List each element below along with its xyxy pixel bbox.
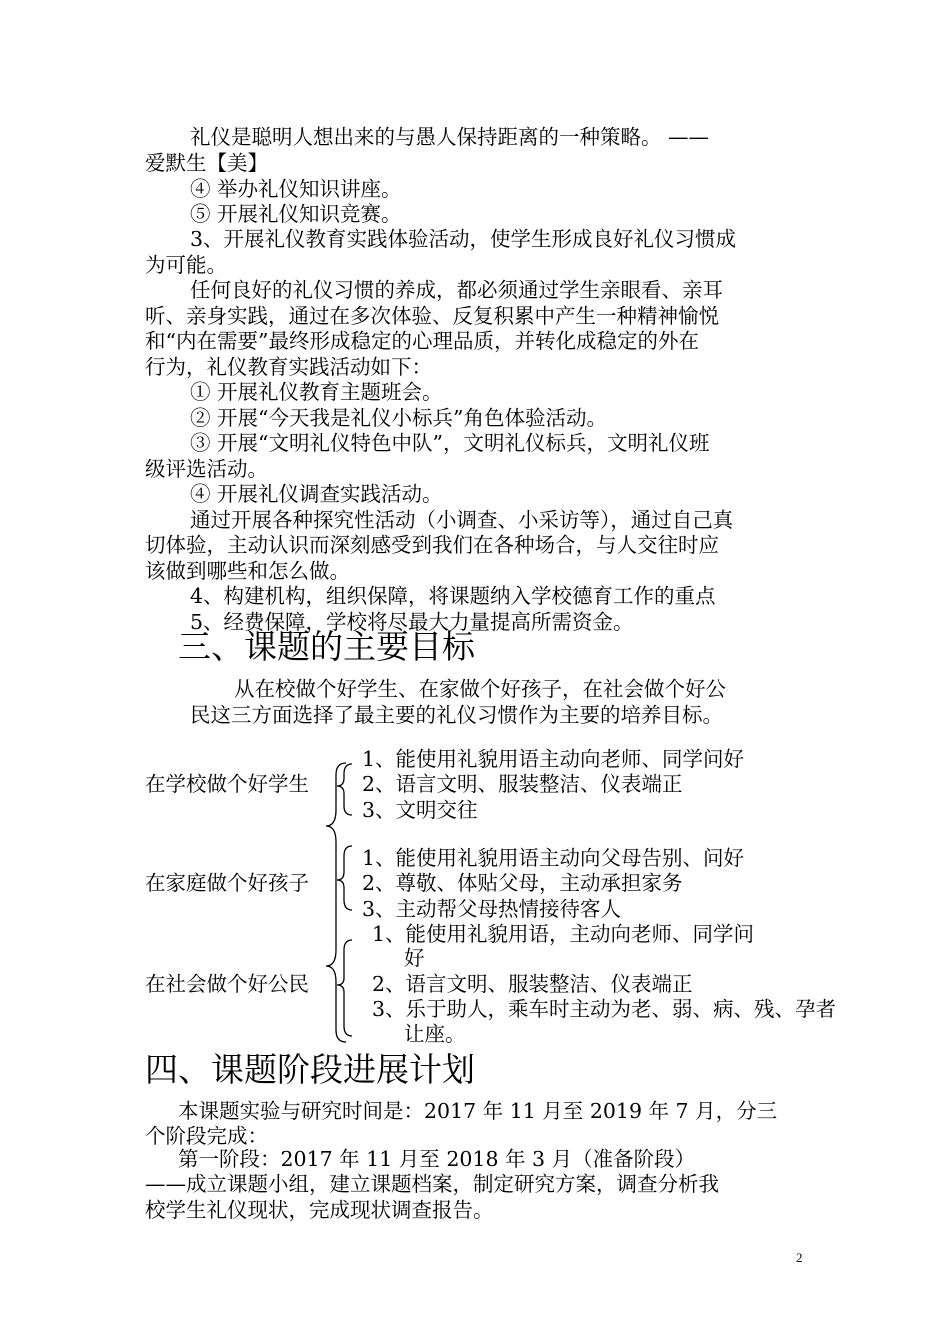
text-line: 级评选活动。 xyxy=(145,457,268,481)
text-line: ④ 开展礼仪调查实践活动。 xyxy=(190,482,443,506)
intro-line: 从在校做个好学生、在家做个好孩子，在社会做个好公 xyxy=(234,677,726,701)
text-line: 4、构建机构，组织保障，将课题纳入学校德育工作的重点 xyxy=(190,584,716,608)
text-line: ④ 举办礼仪知识讲座。 xyxy=(190,177,402,201)
text-line: 第一阶段：2017 年 11 月至 2018 年 3 月（准备阶段） xyxy=(178,1147,696,1171)
text-line: 任何良好的礼仪习惯的养成，都必须通过学生亲眼看、亲耳 xyxy=(190,278,723,302)
text-line: 本课题实验与研究时间是：2017 年 11 月至 2019 年 7 月，分三 xyxy=(178,1099,778,1123)
brace-school xyxy=(337,764,352,815)
text-line: 行为，礼仪教育实践活动如下： xyxy=(145,355,432,379)
goal-item: 2、尊敬、体贴父母，主动承担家务 xyxy=(362,871,683,895)
text-line: ⑤ 开展礼仪知识竞赛。 xyxy=(190,202,402,226)
brace-home xyxy=(337,846,352,910)
goal-item: 1、能使用礼貌用语，主动向老师、同学问 xyxy=(372,922,755,946)
goal-item: 3、主动帮父母热情接待客人 xyxy=(362,897,622,921)
text-line: 和“内在需要”最终形成稳定的心理品质，并转化成稳定的外在 xyxy=(145,329,699,353)
goal-item: 3、文明交往 xyxy=(362,798,478,822)
text-line: 该做到哪些和怎么做。 xyxy=(145,559,350,583)
text-line: 听、亲身实践，通过在多次体验、反复积累中产生一种精神愉悦 xyxy=(145,304,719,328)
goal-item: 2、语言文明、服装整洁、仪表端正 xyxy=(372,972,693,996)
text-line: ——成立课题小组，建立课题档案，制定研究方案，调查分析我 xyxy=(145,1172,719,1196)
brace-society xyxy=(337,940,352,1036)
text-line: ① 开展礼仪教育主题班会。 xyxy=(190,380,443,404)
text-line: 5、经费保障，学校将尽最大力量提高所需资金。 xyxy=(190,610,634,634)
text-line: 爱默生【美】 xyxy=(145,151,268,175)
goal-item: 1、能使用礼貌用语主动向老师、同学问好 xyxy=(362,747,745,771)
text-line: 校学生礼仪现状，完成现状调查报告。 xyxy=(145,1198,494,1222)
goal-item: 1、能使用礼貌用语主动向父母告别、问好 xyxy=(362,846,745,870)
goal-item: 3、乐于助人，乘车时主动为老、弱、病、残、孕者 xyxy=(372,997,837,1021)
text-line: 通过开展各种探究性活动（小调查、小采访等），通过自己真 xyxy=(190,508,734,532)
outer-brace xyxy=(326,763,346,1042)
goal-label: 在家庭做个好孩子 xyxy=(145,871,309,895)
text-line: 个阶段完成： xyxy=(145,1124,268,1148)
page-number: 2 xyxy=(796,1250,803,1265)
section-heading: 四、课题阶段进展计划 xyxy=(145,1050,475,1089)
text-line: 礼仪是聪明人想出来的与愚人保持距离的一种策略。 —— xyxy=(190,125,710,149)
goal-item: 让座。 xyxy=(404,1022,466,1046)
text-line: ③ 开展“文明礼仪特色中队”，文明礼仪标兵，文明礼仪班 xyxy=(190,431,710,455)
goal-label: 在社会做个好公民 xyxy=(145,972,309,996)
text-line: 3、开展礼仪教育实践体验活动，使学生形成良好礼仪习惯成 xyxy=(190,227,737,251)
intro-line: 民这三方面选择了最主要的礼仪习惯作为主要的培养目标。 xyxy=(190,703,723,727)
section-heading: 三、课题的主要目标 xyxy=(178,627,475,666)
text-line: 切体验，主动认识而深刻感受到我们在各种场合，与人交往时应 xyxy=(145,533,719,557)
text-line: ② 开展“今天我是礼仪小标兵”角色体验活动。 xyxy=(190,406,607,430)
goal-item: 2、语言文明、服装整洁、仪表端正 xyxy=(362,772,683,796)
goal-label: 在学校做个好学生 xyxy=(145,772,309,796)
text-line: 为可能。 xyxy=(145,253,227,277)
goal-item: 好 xyxy=(404,946,425,970)
